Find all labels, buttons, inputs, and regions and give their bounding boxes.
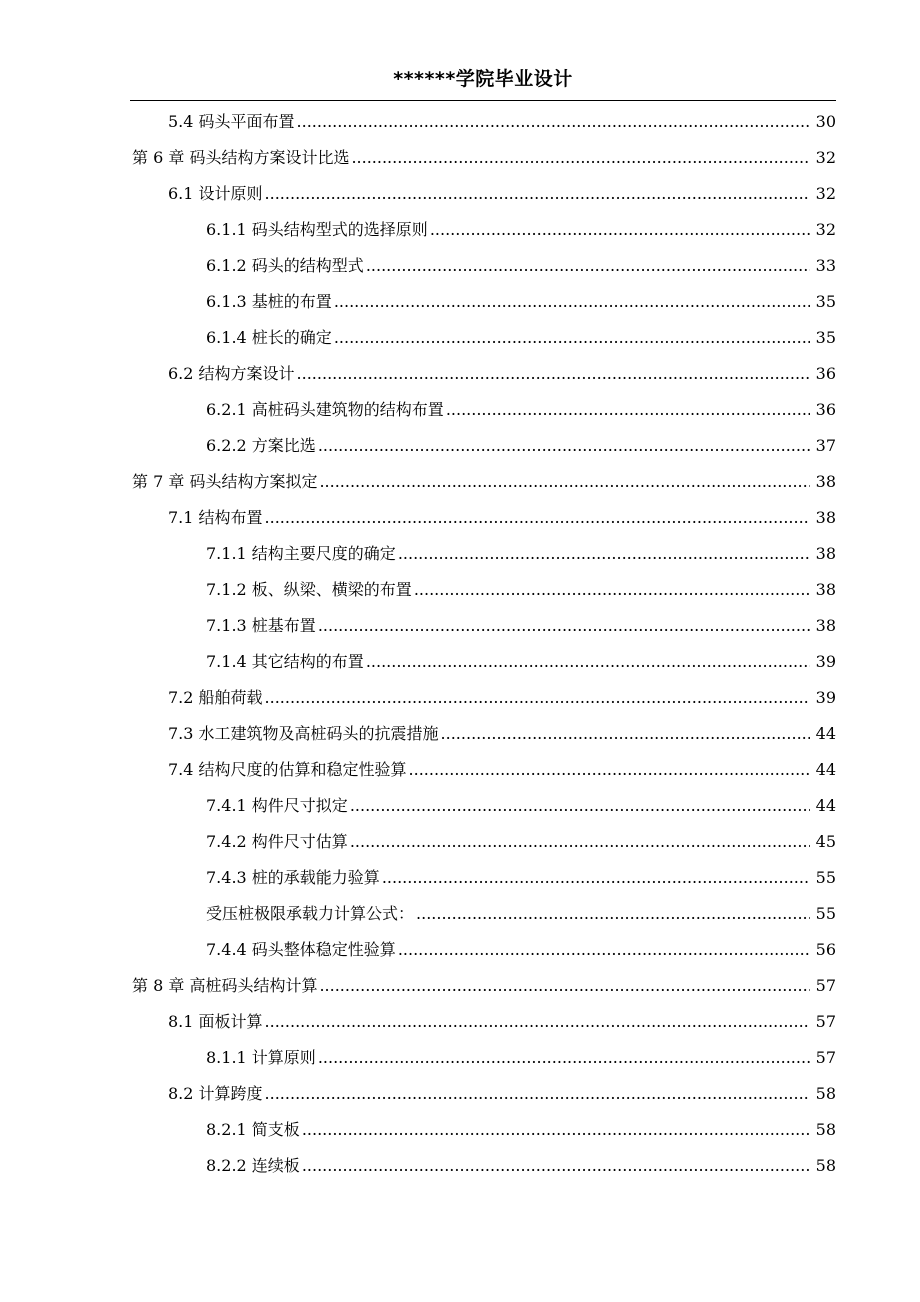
toc-entry-title: 6.1.2 码头的结构型式 — [206, 256, 364, 275]
toc-dot-leader — [350, 832, 810, 852]
toc-entry[interactable] — [0, 824, 920, 860]
toc-page-number: 56 — [815, 940, 836, 959]
toc-entry[interactable] — [0, 536, 920, 572]
toc-page-number: 38 — [815, 508, 836, 527]
toc-page-number: 32 — [815, 220, 836, 239]
toc-entry[interactable] — [0, 464, 920, 500]
toc-dot-leader — [265, 688, 810, 708]
toc-page-number: 57 — [815, 976, 836, 995]
toc-dot-leader — [318, 1048, 810, 1068]
toc-entry-title: 7.1.2 板、纵梁、横梁的布置 — [206, 580, 412, 599]
toc-entry[interactable] — [0, 284, 920, 320]
toc-entry-title: 8.2 计算跨度 — [168, 1084, 263, 1103]
toc-page-number: 36 — [815, 364, 836, 383]
toc-page-number: 55 — [815, 868, 836, 887]
toc-dot-leader — [398, 940, 810, 960]
toc-page-number: 36 — [815, 400, 836, 419]
toc-entry-title: 6.2 结构方案设计 — [168, 364, 295, 383]
toc-entry-title: 7.1.1 结构主要尺度的确定 — [206, 544, 396, 563]
toc-entry-title: 7.4.2 构件尺寸估算 — [206, 832, 348, 851]
header-divider — [130, 100, 836, 101]
toc-page-number: 45 — [815, 832, 836, 851]
toc-dot-leader — [430, 220, 810, 240]
toc-entry-title: 第 7 章 码头结构方案拟定 — [132, 472, 318, 491]
toc-entry[interactable] — [0, 500, 920, 536]
toc-entry-title: 8.2.2 连续板 — [206, 1156, 300, 1175]
toc-entry[interactable] — [0, 788, 920, 824]
toc-entry-title: 6.1 设计原则 — [168, 184, 263, 203]
toc-dot-leader — [441, 724, 810, 744]
toc-dot-leader — [319, 976, 810, 996]
toc-page-number: 38 — [815, 616, 836, 635]
toc-entry-title: 7.2 船舶荷载 — [168, 688, 263, 707]
toc-dot-leader — [265, 1084, 810, 1104]
toc-entry-title: 7.4.4 码头整体稳定性验算 — [206, 940, 396, 959]
toc-entry[interactable] — [0, 860, 920, 896]
toc-page-number: 30 — [815, 112, 836, 131]
toc-dot-leader — [409, 760, 810, 780]
toc-entry[interactable] — [0, 572, 920, 608]
toc-dot-leader — [414, 580, 810, 600]
toc-dot-leader — [319, 472, 810, 492]
toc-entry[interactable] — [0, 1004, 920, 1040]
toc-entry-title: 8.1.1 计算原则 — [206, 1048, 316, 1067]
toc-dot-leader — [265, 508, 810, 528]
toc-entry[interactable] — [0, 248, 920, 284]
toc-page-number: 38 — [815, 472, 836, 491]
toc-page-number: 58 — [815, 1084, 836, 1103]
toc-entry[interactable] — [0, 1148, 920, 1184]
toc-dot-leader — [318, 616, 810, 636]
toc-page-number: 57 — [815, 1048, 836, 1067]
toc-entry-title: 7.3 水工建筑物及高桩码头的抗震措施 — [168, 724, 439, 743]
table-of-contents — [0, 104, 920, 1184]
toc-page-number: 33 — [815, 256, 836, 275]
toc-page-number: 39 — [815, 652, 836, 671]
toc-dot-leader — [265, 1012, 810, 1032]
toc-dot-leader — [265, 184, 810, 204]
toc-page-number: 58 — [815, 1120, 836, 1139]
toc-entry-title: 6.1.4 桩长的确定 — [206, 328, 332, 347]
toc-entry-title: 7.4 结构尺度的估算和稳定性验算 — [168, 760, 407, 779]
toc-entry[interactable] — [0, 968, 920, 1004]
toc-page-number: 44 — [815, 724, 836, 743]
toc-page-number: 35 — [815, 292, 836, 311]
toc-entry-title: 第 8 章 高桩码头结构计算 — [132, 976, 318, 995]
toc-entry[interactable] — [0, 1040, 920, 1076]
toc-page-number: 57 — [815, 1012, 836, 1031]
toc-entry[interactable] — [0, 1112, 920, 1148]
toc-page-number: 39 — [815, 688, 836, 707]
toc-dot-leader — [446, 400, 810, 420]
toc-dot-leader — [302, 1156, 810, 1176]
toc-page-number: 55 — [815, 904, 836, 923]
toc-entry[interactable] — [0, 140, 920, 176]
toc-dot-leader — [297, 364, 810, 384]
toc-page-number: 38 — [815, 580, 836, 599]
toc-entry-title: 7.4.3 桩的承载能力验算 — [206, 868, 380, 887]
toc-dot-leader — [350, 796, 810, 816]
toc-entry-title: 7.4.1 构件尺寸拟定 — [206, 796, 348, 815]
toc-entry-title: 8.1 面板计算 — [168, 1012, 263, 1031]
toc-entry-title: 6.2.2 方案比选 — [206, 436, 316, 455]
toc-dot-leader — [334, 292, 810, 312]
toc-entry[interactable] — [0, 752, 920, 788]
toc-entry-title: 7.1.4 其它结构的布置 — [206, 652, 364, 671]
toc-page-number: 58 — [815, 1156, 836, 1175]
toc-entry[interactable] — [0, 644, 920, 680]
toc-entry-title: 受压桩极限承载力计算公式： — [206, 904, 415, 923]
toc-entry[interactable] — [0, 896, 920, 932]
toc-entry[interactable] — [0, 428, 920, 464]
toc-entry-title: 6.1.1 码头结构型式的选择原则 — [206, 220, 428, 239]
toc-entry[interactable] — [0, 104, 920, 140]
toc-entry-title: 5.4 码头平面布置 — [168, 112, 295, 131]
toc-page-number: 44 — [815, 796, 836, 815]
toc-dot-leader — [366, 256, 810, 276]
toc-page-number: 37 — [815, 436, 836, 455]
toc-dot-leader — [351, 148, 810, 168]
toc-entry-title: 6.2.1 高桩码头建筑物的结构布置 — [206, 400, 444, 419]
toc-page-number: 38 — [815, 544, 836, 563]
toc-entry-title: 8.2.1 简支板 — [206, 1120, 300, 1139]
toc-entry[interactable] — [0, 392, 920, 428]
toc-page-number: 35 — [815, 328, 836, 347]
toc-dot-leader — [398, 544, 810, 564]
toc-dot-leader — [366, 652, 810, 672]
toc-entry[interactable] — [0, 1076, 920, 1112]
toc-entry[interactable] — [0, 716, 920, 752]
toc-page-number: 32 — [815, 184, 836, 203]
toc-entry[interactable] — [0, 320, 920, 356]
toc-entry[interactable] — [0, 356, 920, 392]
toc-page-number: 32 — [815, 148, 836, 167]
toc-dot-leader — [416, 904, 810, 924]
toc-dot-leader — [382, 868, 810, 888]
toc-entry-title: 7.1 结构布置 — [168, 508, 263, 527]
toc-entry[interactable] — [0, 212, 920, 248]
toc-page-number: 44 — [815, 760, 836, 779]
toc-entry-title: 6.1.3 基桩的布置 — [206, 292, 332, 311]
page-header-title: ******学院毕业设计 — [393, 68, 573, 90]
toc-entry[interactable] — [0, 680, 920, 716]
toc-entry-title: 7.1.3 桩基布置 — [206, 616, 316, 635]
toc-entry[interactable] — [0, 176, 920, 212]
toc-dot-leader — [297, 112, 810, 132]
toc-dot-leader — [334, 328, 810, 348]
toc-dot-leader — [318, 436, 810, 456]
toc-entry-title: 第 6 章 码头结构方案设计比选 — [132, 148, 350, 167]
toc-dot-leader — [302, 1120, 810, 1140]
toc-entry[interactable] — [0, 932, 920, 968]
toc-entry[interactable] — [0, 608, 920, 644]
